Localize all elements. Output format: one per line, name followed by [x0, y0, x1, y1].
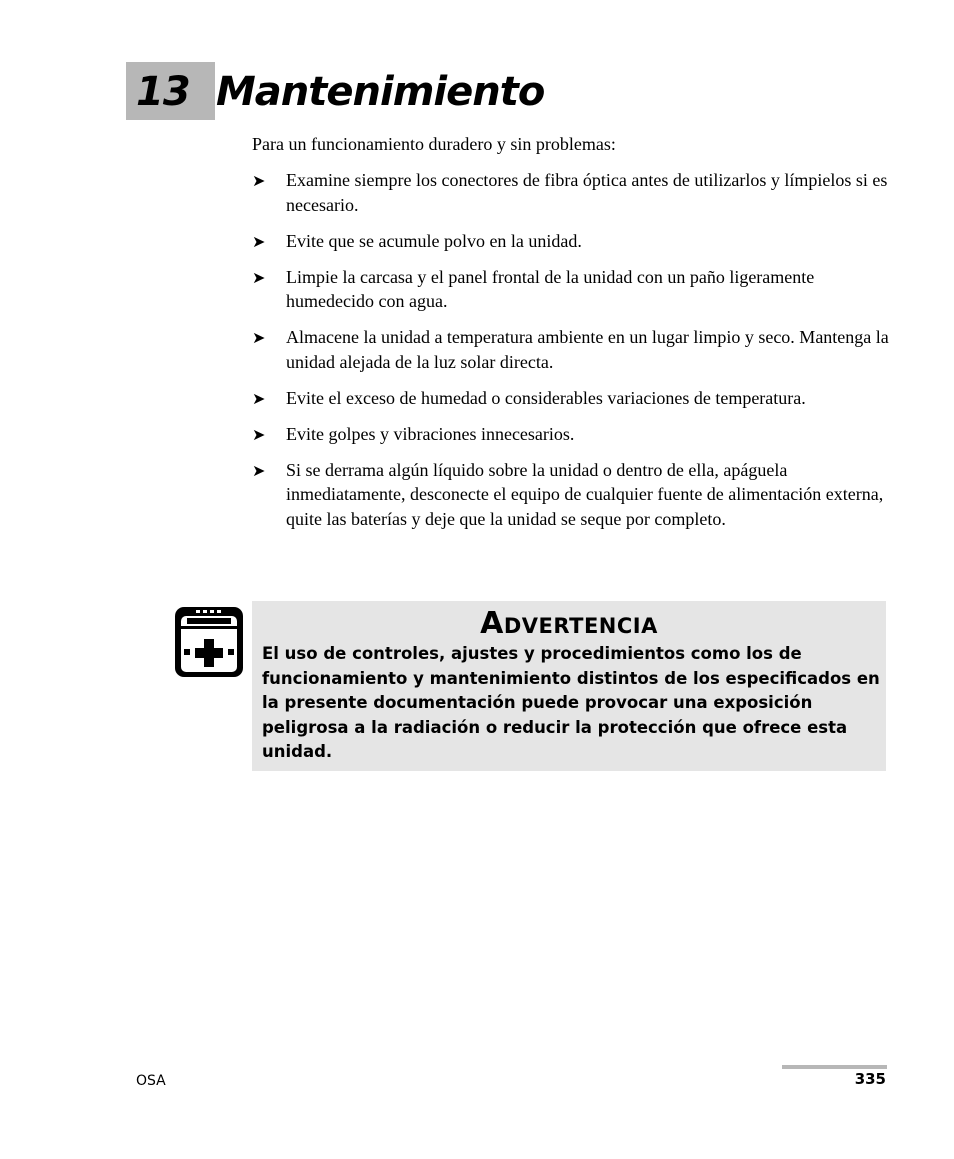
page-number: 335 — [854, 1070, 886, 1088]
arrow-bullet-icon: ➤ — [252, 460, 266, 480]
chapter-title: Mantenimiento — [216, 69, 545, 115]
warning-title: Advertencia — [480, 606, 658, 641]
list-item-text: Almacene la unidad a temperatura ambiente en un lugar limpio y seco. Mantenga la unidad alejada de la luz solar directa. — [286, 327, 889, 372]
chapter-number: 13 — [136, 69, 190, 115]
list-item-text: Si se derrama algún líquido sobre la unidad o dentro de ella, apáguela inmediatamente, desconecte el equipo de cualquier fuente de alimentación externa, quite las baterías y deje que la unidad se seque por completo. — [286, 459, 884, 529]
list-item — [252, 325, 892, 374]
intro-paragraph: Para un funcionamiento duradero y sin problemas: — [252, 134, 616, 154]
footer-product-name: OSA — [136, 1073, 166, 1089]
arrow-bullet-icon: ➤ — [252, 171, 266, 190]
list-item-text: Evite que se acumule polvo en la unidad. — [286, 230, 582, 251]
ambulance-warning-icon — [175, 607, 243, 677]
maintenance-list — [252, 168, 892, 543]
warning-box — [252, 601, 886, 771]
warning-text: El uso de controles, ajustes y procedimientos como los de funcionamiento y mantenimiento distintos de los especificados en la presente documentación puede provocar una exposición peligrosa a la radiación o reducir la protección que ofrece esta unidad. — [262, 644, 880, 761]
list-item — [252, 386, 892, 411]
list-item — [252, 168, 892, 217]
list-item — [252, 422, 892, 447]
arrow-bullet-icon: ➤ — [252, 424, 266, 444]
arrow-bullet-icon: ➤ — [252, 231, 266, 251]
arrow-bullet-icon: ➤ — [252, 328, 266, 347]
list-item-text: Examine siempre los conectores de fibra óptica antes de utilizarlos y límpielos si es necesario. — [286, 170, 888, 215]
list-item-text: Limpie la carcasa y el panel frontal de la unidad con un paño ligeramente humedecido con agua. — [286, 266, 815, 311]
list-item — [252, 458, 892, 532]
arrow-bullet-icon: ➤ — [252, 388, 266, 408]
list-item-text: Evite el exceso de humedad o considerables variaciones de temperatura. — [286, 387, 806, 408]
list-item — [252, 265, 892, 314]
list-item-text: Evite golpes y vibraciones innecesarios. — [286, 423, 575, 444]
list-item — [252, 229, 892, 254]
arrow-bullet-icon: ➤ — [252, 267, 266, 287]
